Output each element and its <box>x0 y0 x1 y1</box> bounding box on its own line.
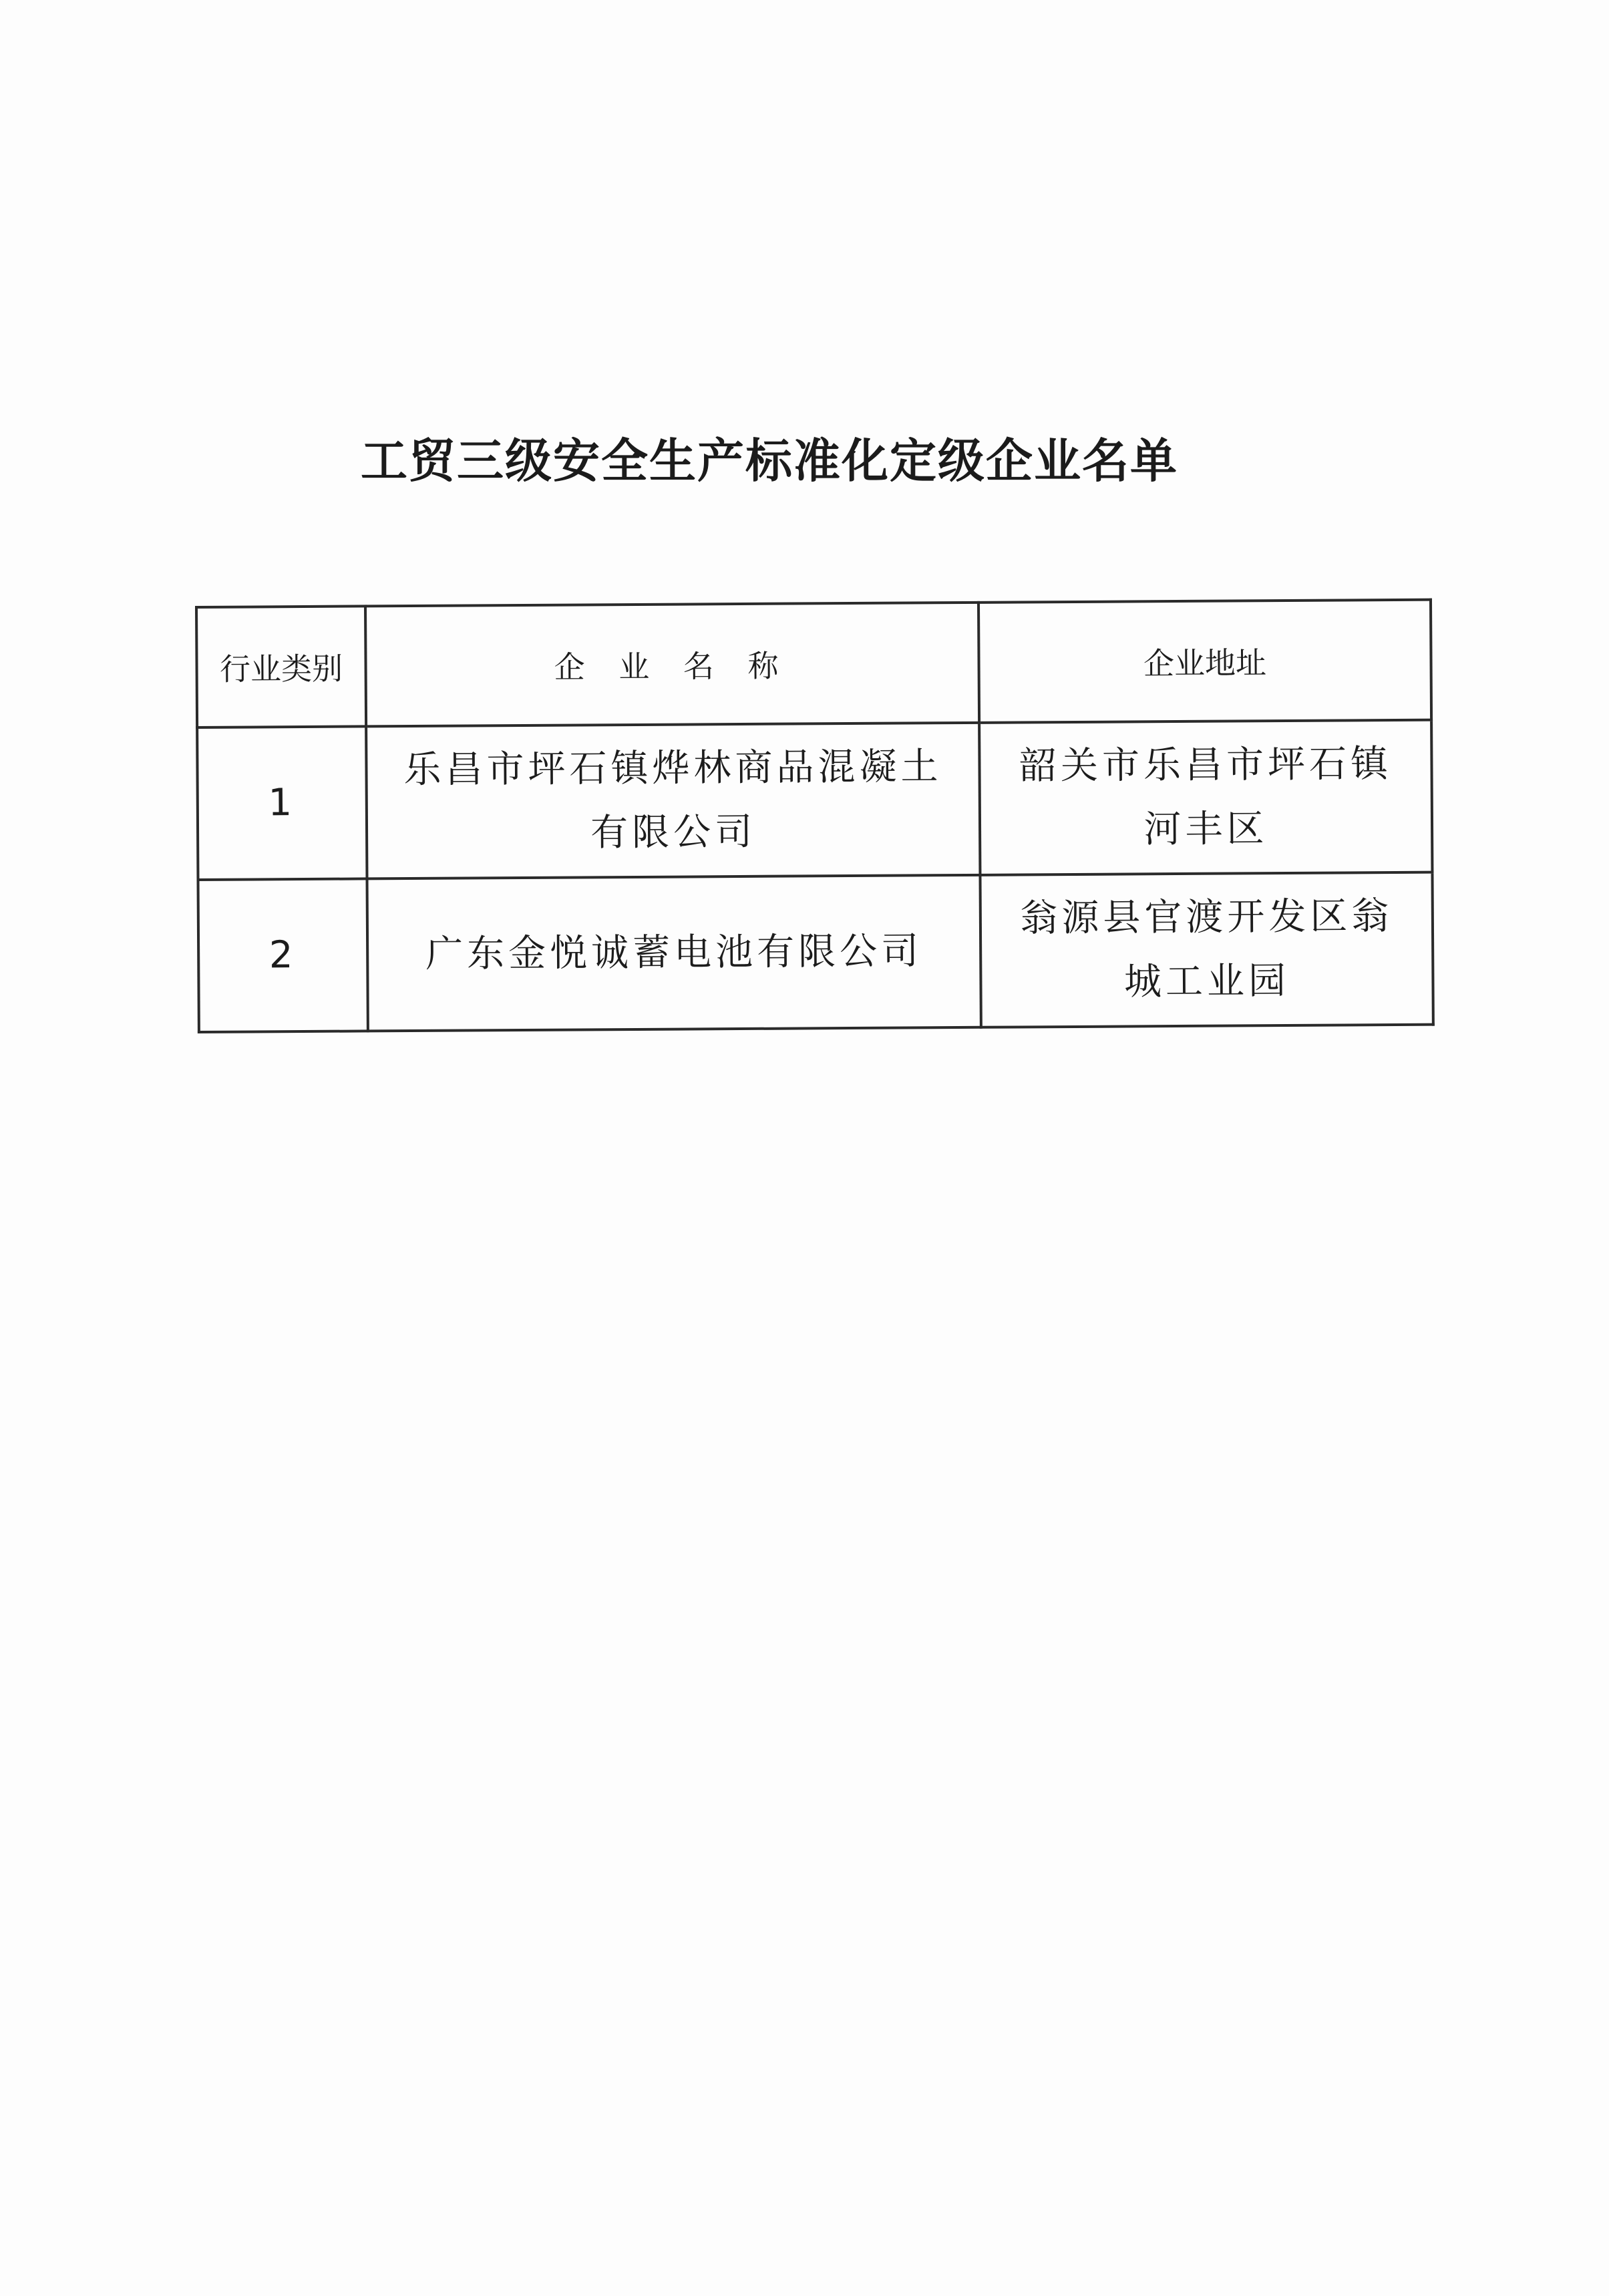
company-address-line: 河丰区 <box>1143 807 1268 852</box>
company-address-line: 城工业园 <box>1123 959 1290 1004</box>
table-row <box>198 872 1433 1032</box>
header-company-address: 企业地址 <box>978 600 1431 723</box>
header-company-name: 企 业 名 称 <box>365 603 979 727</box>
table-row <box>197 720 1432 880</box>
row-index: 2 <box>198 878 368 1032</box>
table-header-row <box>196 600 1431 727</box>
company-address-cell <box>979 720 1432 875</box>
company-address-line: 韶关市乐昌市坪石镇 <box>1019 742 1393 788</box>
company-name-cell <box>366 723 980 879</box>
header-industry-category: 行业类别 <box>196 606 366 727</box>
company-name-line: 广东金悦诚蓄电池有限公司 <box>425 929 923 976</box>
document-title: 工贸三级安全生产标准化定级企业名单 <box>361 434 1178 488</box>
company-address-line: 翁源县官渡开发区翁 <box>1020 894 1393 941</box>
company-address-cell <box>980 872 1433 1027</box>
company-name-line: 乐昌市坪石镇烨林商品混凝土 <box>403 745 942 792</box>
row-index: 1 <box>197 726 367 880</box>
company-name-cell <box>367 875 980 1031</box>
company-name-line: 有限公司 <box>590 810 757 855</box>
enterprise-list-table <box>195 599 1435 1033</box>
